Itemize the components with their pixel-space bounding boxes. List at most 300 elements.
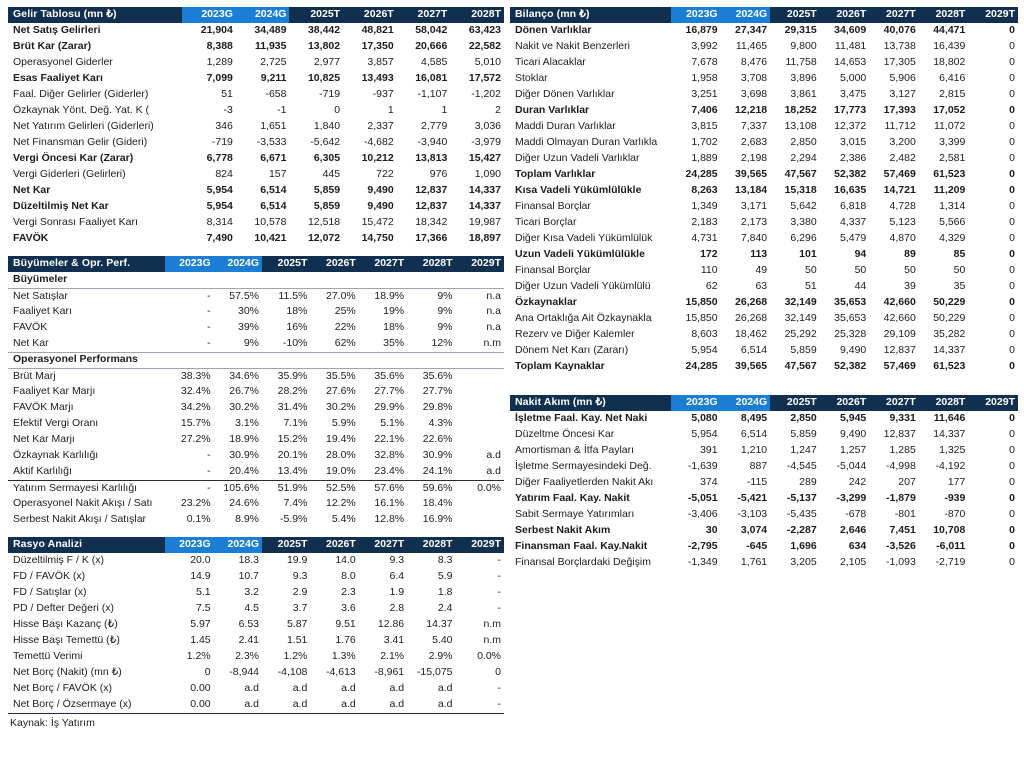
cell-2029T: n.m bbox=[483, 618, 501, 631]
table-row bbox=[510, 359, 1018, 375]
cell-2024G: 1,651 bbox=[260, 120, 287, 133]
cell-2023G: 21,904 bbox=[200, 24, 233, 37]
cell-2024G bbox=[214, 352, 262, 368]
col-header-2025t: 2025T bbox=[262, 256, 310, 272]
table-row bbox=[8, 183, 504, 199]
col-header-2025t: 2025T bbox=[262, 537, 310, 553]
cell-2025T: -4,545 bbox=[786, 460, 817, 473]
row-label: Duran Varlıklar bbox=[515, 104, 590, 117]
col-header-2025t: 2025T bbox=[289, 7, 343, 23]
table-row bbox=[8, 304, 504, 320]
income-statement-body bbox=[8, 23, 504, 247]
cell-2027T: 13,738 bbox=[883, 40, 916, 53]
cell-2024G: 7,337 bbox=[740, 120, 768, 133]
row-label: FD / FAVÖK (x) bbox=[13, 570, 86, 583]
cell-2024G: 6,671 bbox=[260, 152, 287, 165]
col-header-2027t: 2027T bbox=[359, 256, 407, 272]
cell-2024G: 8,476 bbox=[740, 56, 768, 69]
cell-2027T: 16.1% bbox=[374, 497, 405, 510]
cell-2029T bbox=[456, 400, 504, 416]
cell-2024G: 8.9% bbox=[235, 513, 260, 526]
col-header-2024g: 2024G bbox=[214, 537, 262, 553]
row-label: Net Borç / FAVÖK (x) bbox=[13, 682, 112, 695]
row-label: Net Satış Gelirleri bbox=[13, 24, 101, 37]
cell-2023G: 2,183 bbox=[691, 216, 718, 229]
cell-2026T: 5.9% bbox=[331, 417, 356, 430]
cell-2023G: 1,289 bbox=[206, 56, 233, 69]
cell-2023G: 0.00 bbox=[190, 698, 211, 711]
cell-2027T: 9,331 bbox=[889, 412, 916, 425]
cell-2025T: 1,696 bbox=[790, 540, 817, 553]
cell-2028T: 1,090 bbox=[474, 168, 501, 181]
ratio-analysis-body bbox=[8, 553, 504, 713]
cell-2023G: -3,406 bbox=[687, 508, 718, 521]
cell-2023G: 8,314 bbox=[206, 216, 233, 229]
table-row bbox=[510, 119, 1018, 135]
cell-2029T: 0 bbox=[1009, 248, 1015, 261]
cell-2024G: a.d bbox=[244, 682, 260, 695]
cell-2023G: 1,958 bbox=[691, 72, 718, 85]
table-row bbox=[8, 199, 504, 215]
header-row bbox=[8, 7, 504, 23]
cell-2024G: 49 bbox=[755, 264, 768, 277]
cell-2024G: 11,935 bbox=[254, 40, 287, 53]
cell-2027T: -3,526 bbox=[886, 540, 916, 553]
cell-2024G: -1 bbox=[277, 104, 287, 117]
cell-2027T: 22.1% bbox=[374, 433, 405, 446]
cell-2027T: a.d bbox=[389, 698, 405, 711]
table-row bbox=[510, 311, 1018, 327]
row-label: Finansal Borçlardaki Değişim bbox=[515, 556, 651, 569]
col-header-2023g: 2023G bbox=[165, 537, 213, 553]
row-label: Dönem Net Karı (Zararı) bbox=[515, 344, 629, 357]
cell-2024G: 10,578 bbox=[254, 216, 287, 229]
cell-2028T: 2 bbox=[495, 104, 501, 117]
growth-performance-title: Büyümeler & Opr. Perf. bbox=[8, 256, 165, 272]
cell-2027T: -8,961 bbox=[374, 666, 405, 679]
cell-2027T: 57,469 bbox=[883, 168, 916, 181]
cell-2028T: 14.37 bbox=[426, 618, 453, 631]
table-row bbox=[8, 496, 504, 512]
cell-2024G: a.d bbox=[244, 698, 260, 711]
cell-2026T: 17,350 bbox=[361, 40, 394, 53]
cell-2027T: 2.1% bbox=[380, 650, 405, 663]
cell-2027T: 19% bbox=[383, 305, 405, 318]
cell-2025T: 5,859 bbox=[790, 428, 817, 441]
cell-2024G: 6,514 bbox=[260, 200, 287, 213]
cell-2028T bbox=[407, 272, 455, 288]
cell-2023G: 824 bbox=[215, 168, 233, 181]
cell-2029T bbox=[456, 272, 504, 288]
cell-2025T: 7.1% bbox=[283, 417, 308, 430]
cell-2028T: 19,987 bbox=[468, 216, 501, 229]
cell-2028T: 12% bbox=[407, 336, 455, 352]
row-label: Stoklar bbox=[515, 72, 548, 85]
cell-2028T: 27.7% bbox=[422, 385, 453, 398]
cell-2029T: 0 bbox=[1009, 184, 1015, 197]
cell-2026T: 1,257 bbox=[839, 444, 867, 457]
growth-performance-body bbox=[8, 272, 504, 528]
cell-2025T: 25,292 bbox=[784, 328, 817, 341]
col-header-2024g: 2024G bbox=[721, 395, 771, 411]
cell-2025T: 289 bbox=[799, 476, 817, 489]
row-label: Net Kar Marjı bbox=[13, 433, 75, 446]
table-row bbox=[510, 231, 1018, 247]
row-label: Diğer Uzun Vadeli Varlıklar bbox=[515, 152, 640, 165]
cell-2023G bbox=[165, 272, 213, 288]
cell-2025T: 0 bbox=[334, 104, 341, 117]
cell-2023G: 3,251 bbox=[691, 88, 718, 101]
cell-2026T: 2,386 bbox=[839, 152, 867, 165]
cell-2027T: 16,081 bbox=[415, 72, 448, 85]
cell-2025T: -2,287 bbox=[786, 524, 817, 537]
cell-2024G: 105.6% bbox=[223, 481, 260, 494]
cell-2023G: - bbox=[207, 289, 211, 302]
cell-2024G: 63 bbox=[755, 280, 768, 293]
cell-2027T: -3,940 bbox=[417, 136, 448, 149]
cell-2023G: - bbox=[165, 336, 213, 352]
cell-2025T: -5,137 bbox=[786, 492, 817, 505]
table-row bbox=[8, 480, 504, 496]
cell-2025T: 28.2% bbox=[277, 385, 308, 398]
table-row bbox=[510, 295, 1018, 311]
cell-2027T: 207 bbox=[898, 476, 916, 489]
cell-2026T: 94 bbox=[854, 248, 867, 261]
cell-2028T: -1,202 bbox=[471, 88, 501, 101]
cell-2027T: 58,042 bbox=[415, 24, 448, 37]
cell-2023G: 0.1% bbox=[186, 513, 211, 526]
cell-2029T: a.d bbox=[456, 464, 504, 480]
cell-2028T: 2,815 bbox=[939, 88, 966, 101]
row-label: Net Borç (Nakit) (mn ₺) bbox=[13, 666, 122, 679]
row-label: Net Satışlar bbox=[13, 289, 68, 302]
cell-2028T: 14,337 bbox=[933, 344, 966, 357]
cell-2029T: 0 bbox=[1009, 540, 1015, 553]
cell-2025T: 19.9 bbox=[286, 554, 308, 567]
cell-2028T: 8.3 bbox=[437, 554, 453, 567]
table-row bbox=[8, 569, 504, 585]
cell-2028T: 18,897 bbox=[468, 232, 501, 245]
cell-2028T: 44,471 bbox=[933, 24, 966, 37]
cell-2026T: 52,382 bbox=[834, 168, 867, 181]
balance-sheet-body bbox=[510, 23, 1018, 375]
row-label: Hisse Başı Temettü (₺) bbox=[13, 634, 120, 647]
row-label: Toplam Kaynaklar bbox=[515, 360, 605, 373]
cell-2027T: -4,998 bbox=[886, 460, 916, 473]
cell-2024G: 2,725 bbox=[260, 56, 287, 69]
cell-2026T: 13,493 bbox=[361, 72, 394, 85]
cell-2028T: 15,427 bbox=[468, 152, 501, 165]
cell-2029T bbox=[456, 496, 504, 512]
cell-2028T: 5,010 bbox=[474, 56, 501, 69]
cell-2028T: 22.6% bbox=[422, 433, 453, 446]
table-row bbox=[8, 352, 504, 368]
table-row bbox=[8, 585, 504, 601]
row-label: Esas Faaliyet Karı bbox=[13, 72, 103, 85]
cell-2024G: -3,533 bbox=[256, 136, 287, 149]
col-header-2023g: 2023G bbox=[671, 7, 721, 23]
cell-2027T bbox=[359, 272, 407, 288]
cell-2027T: -801 bbox=[894, 508, 916, 521]
cell-2028T: -6,011 bbox=[936, 540, 966, 553]
table-row bbox=[510, 151, 1018, 167]
cell-2028T: 3,399 bbox=[939, 136, 966, 149]
row-label: Finansman Faal. Kay.Nakit bbox=[515, 540, 648, 553]
cell-2024G: 2.41 bbox=[238, 634, 260, 647]
cell-2024G: -5,421 bbox=[737, 492, 768, 505]
cell-2026T: 25,328 bbox=[834, 328, 867, 341]
cell-2028T: 16,439 bbox=[933, 40, 966, 53]
row-label: İşletme Faal. Kay. Net Naki bbox=[515, 412, 648, 425]
cell-2026T: 5,000 bbox=[839, 72, 867, 85]
cell-2023G: 51 bbox=[221, 88, 233, 101]
cell-2026T: 10,212 bbox=[361, 152, 394, 165]
cell-2024G: 26,268 bbox=[735, 296, 768, 309]
cell-2025T: 2.9 bbox=[292, 586, 308, 599]
cell-2024G: 887 bbox=[749, 460, 768, 473]
cell-2024G: 39,565 bbox=[735, 360, 768, 373]
cell-2025T: 51 bbox=[805, 280, 817, 293]
cell-2027T: 14,721 bbox=[883, 184, 916, 197]
cell-2028T: 2,581 bbox=[939, 152, 966, 165]
cell-2023G: 391 bbox=[700, 444, 718, 457]
cell-2024G: 9% bbox=[214, 336, 262, 352]
table-row bbox=[8, 151, 504, 167]
col-header-2026t: 2026T bbox=[343, 7, 397, 23]
cell-2028T: 30.9% bbox=[422, 449, 453, 462]
cell-2029T: 0 bbox=[1009, 120, 1015, 133]
cell-2027T: 57,469 bbox=[883, 360, 916, 373]
cell-2028T: -15,075 bbox=[416, 666, 453, 679]
cell-2025T: 5,642 bbox=[790, 200, 817, 213]
cell-2026T: 44 bbox=[854, 280, 867, 293]
cell-2026T: 62% bbox=[310, 336, 358, 352]
row-label: Net Borç / Özsermaye (x) bbox=[13, 698, 132, 711]
row-label: Sabit Sermaye Yatırımları bbox=[515, 508, 635, 521]
cell-2024G: 30% bbox=[238, 305, 260, 318]
cell-2024G: 2.3% bbox=[235, 650, 260, 663]
cell-2023G: 6,778 bbox=[206, 152, 233, 165]
cell-2023G: - bbox=[207, 449, 211, 462]
cell-2025T: -10% bbox=[262, 336, 310, 352]
col-header-2027t: 2027T bbox=[359, 537, 407, 553]
cell-2025T: 9.3 bbox=[292, 570, 308, 583]
cell-2024G: 3,171 bbox=[740, 200, 768, 213]
cell-2028T bbox=[407, 352, 455, 368]
cell-2025T: -5,435 bbox=[786, 508, 817, 521]
source-note: Kaynak: İş Yatırım bbox=[10, 717, 95, 729]
cell-2023G: 8,388 bbox=[206, 40, 233, 53]
cell-2023G: 5.1 bbox=[196, 586, 211, 599]
cell-2024G: 2,683 bbox=[740, 136, 768, 149]
cell-2024G: 34,489 bbox=[254, 24, 287, 37]
cell-2029T: 0 bbox=[1009, 312, 1015, 325]
row-label: Vergi Sonrası Faaliyet Karı bbox=[13, 216, 138, 229]
table-row bbox=[8, 416, 504, 432]
row-label: PD / Defter Değeri (x) bbox=[13, 602, 114, 615]
row-label: Ticari Borçlar bbox=[515, 216, 577, 229]
table-row bbox=[8, 55, 504, 71]
cash-flow-title: Nakit Akım (mn ₺) bbox=[510, 395, 671, 411]
cell-2027T: 3,200 bbox=[889, 136, 916, 149]
cell-2026T: 16,635 bbox=[834, 184, 867, 197]
row-label: Aktif Karlılığı bbox=[8, 464, 165, 480]
cell-2024G: 3,074 bbox=[740, 524, 768, 537]
cell-2026T: 634 bbox=[848, 540, 867, 553]
row-label: Nakit ve Nakit Benzerleri bbox=[515, 40, 630, 53]
table-row bbox=[510, 555, 1018, 571]
cell-2025T: 3,896 bbox=[790, 72, 817, 85]
col-header-2027t: 2027T bbox=[397, 7, 451, 23]
header-row bbox=[510, 7, 1018, 23]
cell-2026T: -4,682 bbox=[363, 136, 394, 149]
cell-2026T: a.d bbox=[341, 698, 356, 711]
cell-2026T: -678 bbox=[845, 508, 867, 521]
cell-2027T: -1,093 bbox=[886, 556, 916, 569]
cell-2023G: 24,285 bbox=[685, 168, 718, 181]
row-label: Büyümeler bbox=[8, 272, 165, 288]
cell-2026T: 9,490 bbox=[367, 184, 394, 197]
cell-2029T: - bbox=[497, 602, 501, 615]
cell-2025T: 32,149 bbox=[784, 296, 817, 309]
row-label: Özkaynak Yönt. Değ. Yat. K ( bbox=[13, 104, 149, 117]
table-row bbox=[8, 103, 504, 119]
row-label: FD / Satışlar (x) bbox=[13, 586, 87, 599]
cell-2029T: 0 bbox=[1009, 556, 1015, 569]
cell-2023G: 374 bbox=[700, 476, 718, 489]
header-row bbox=[8, 537, 504, 553]
cell-2028T: a.d bbox=[437, 698, 453, 711]
cell-2026T bbox=[310, 272, 358, 288]
row-label: Yatırım Sermayesi Karlılığı bbox=[13, 481, 138, 494]
cell-2025T: 51.9% bbox=[277, 481, 308, 494]
cell-2029T: 0 bbox=[1009, 56, 1015, 69]
table-row bbox=[510, 183, 1018, 199]
cell-2023G: 3,992 bbox=[691, 40, 718, 53]
table-row bbox=[510, 523, 1018, 539]
col-header-2028t: 2028T bbox=[407, 537, 455, 553]
table-row bbox=[8, 231, 504, 247]
table-row bbox=[8, 167, 504, 183]
cell-2025T: 15.2% bbox=[277, 433, 308, 446]
cell-2028T: 9% bbox=[437, 321, 453, 334]
col-header-2026t: 2026T bbox=[310, 256, 358, 272]
cell-2026T: 15,472 bbox=[361, 216, 394, 229]
cell-2028T: 61,523 bbox=[933, 168, 966, 181]
table-row bbox=[8, 665, 504, 681]
cell-2023G: 5,080 bbox=[691, 412, 718, 425]
cell-2026T: 52,382 bbox=[834, 360, 867, 373]
col-header-2026t: 2026T bbox=[820, 395, 870, 411]
cell-2027T: 32.8% bbox=[374, 449, 405, 462]
cell-2024G: 20.4% bbox=[214, 464, 262, 480]
cell-2026T: 9,490 bbox=[839, 428, 867, 441]
cell-2025T: 11,758 bbox=[785, 56, 817, 69]
cell-2028T: 61,523 bbox=[933, 360, 966, 373]
balance-sheet-title: Bilanço (mn ₺) bbox=[510, 7, 671, 23]
cell-2028T: 17,052 bbox=[933, 104, 966, 117]
cell-2026T: 9.51 bbox=[335, 618, 356, 631]
right-column bbox=[510, 7, 1018, 571]
cell-2025T: 18,252 bbox=[784, 104, 817, 117]
col-header-2025t: 2025T bbox=[770, 395, 820, 411]
row-label: Brüt Kar (Zarar) bbox=[13, 40, 92, 53]
cell-2026T: 14.0 bbox=[335, 554, 356, 567]
cell-2028T: a.d bbox=[437, 682, 453, 695]
cell-2024G: 3,698 bbox=[740, 88, 768, 101]
cell-2025T: 3,380 bbox=[790, 216, 817, 229]
header-row bbox=[8, 256, 504, 272]
cell-2025T: 13,802 bbox=[307, 40, 341, 53]
cell-2026T: 28.0% bbox=[325, 449, 356, 462]
cell-2026T: 12.2% bbox=[325, 497, 356, 510]
cell-2023G: 346 bbox=[215, 120, 233, 133]
cell-2027T: 5,123 bbox=[889, 216, 916, 229]
row-label: Hisse Başı Kazanç (₺) bbox=[13, 618, 118, 631]
cell-2029T bbox=[456, 384, 504, 400]
cell-2028T: 63,423 bbox=[468, 24, 501, 37]
cell-2029T: 0 bbox=[1009, 344, 1015, 357]
cell-2024G: 3,708 bbox=[740, 72, 768, 85]
cell-2024G: 39% bbox=[238, 321, 260, 334]
cell-2026T: 9,490 bbox=[367, 200, 394, 213]
cell-2029T bbox=[456, 432, 504, 448]
row-label: Operasyonel Performans bbox=[8, 352, 165, 368]
cell-2023G: - bbox=[207, 321, 211, 334]
col-header-2026t: 2026T bbox=[310, 537, 358, 553]
cell-2023G: 4,731 bbox=[691, 232, 718, 245]
cell-2025T bbox=[262, 272, 310, 288]
cell-2026T: 14,653 bbox=[834, 56, 867, 69]
table-row bbox=[8, 368, 504, 384]
row-label: FAVÖK bbox=[13, 232, 49, 245]
cell-2027T: 17,305 bbox=[883, 56, 916, 69]
cell-2025T: 1.51 bbox=[286, 634, 308, 647]
cell-2023G: 1.2% bbox=[186, 650, 211, 663]
cell-2024G: 27,347 bbox=[735, 24, 768, 37]
cell-2029T: n.a bbox=[486, 321, 501, 334]
cell-2028T: 5.40 bbox=[432, 634, 453, 647]
cell-2029T: - bbox=[497, 682, 501, 695]
cell-2027T: 13,813 bbox=[415, 152, 448, 165]
cell-2024G: 26.7% bbox=[229, 385, 260, 398]
cell-2028T: 2.4 bbox=[437, 602, 453, 615]
cell-2027T: 976 bbox=[429, 168, 448, 181]
income-statement-header bbox=[8, 7, 504, 23]
cell-2024G: 7,840 bbox=[740, 232, 768, 245]
cell-2028T: 10,708 bbox=[933, 524, 966, 537]
cell-2024G: 11,465 bbox=[735, 40, 768, 53]
cell-2028T: 1.8 bbox=[437, 586, 453, 599]
cell-2027T: 29.9% bbox=[374, 401, 405, 414]
row-label: Düzeltme Öncesi Kar bbox=[515, 428, 615, 441]
cell-2023G: -1,639 bbox=[687, 460, 718, 473]
cell-2029T: 0 bbox=[1009, 360, 1015, 373]
cell-2025T: 12,518 bbox=[307, 216, 341, 229]
row-label: Temettü Verimi bbox=[13, 650, 83, 663]
cell-2024G: 1,761 bbox=[740, 556, 768, 569]
table-row bbox=[510, 71, 1018, 87]
cell-2028T: 14,337 bbox=[933, 428, 966, 441]
cell-2023G: 16,879 bbox=[685, 24, 718, 37]
ratio-analysis-title: Rasyo Analizi bbox=[8, 537, 165, 553]
cell-2026T: 52.5% bbox=[325, 481, 356, 494]
cell-2027T: 11,712 bbox=[884, 120, 916, 133]
row-label: Kısa Vadeli Yükümlülükle bbox=[515, 184, 642, 197]
cell-2025T: 29,315 bbox=[784, 24, 817, 37]
table-row bbox=[510, 491, 1018, 507]
row-label: Diğer Uzun Vadeli Yükümlülü bbox=[515, 280, 651, 293]
